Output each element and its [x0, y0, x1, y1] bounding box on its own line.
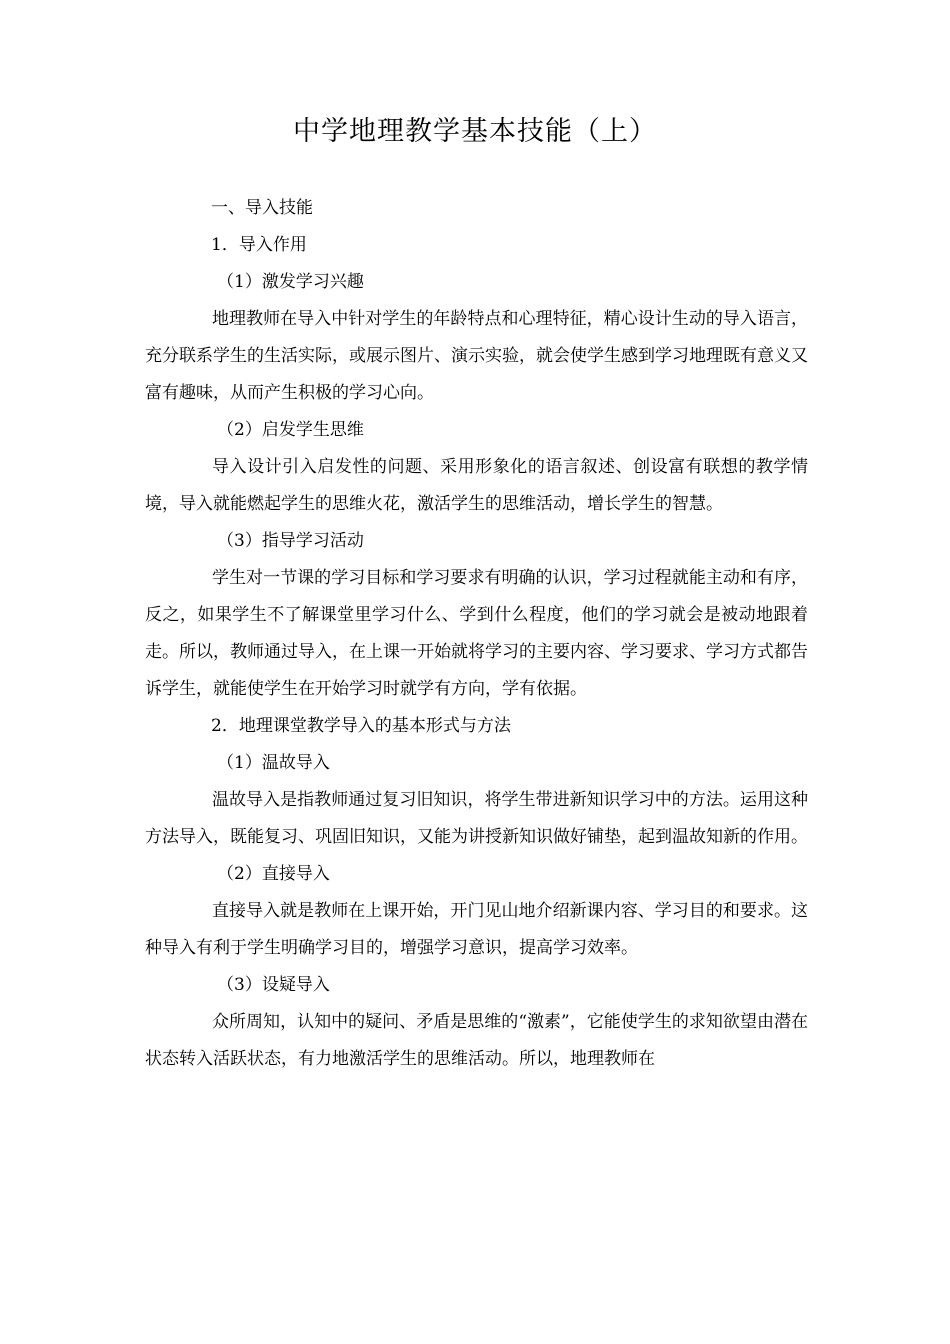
item-heading-review-import: （1）温故导入 — [217, 753, 330, 773]
page-title: 中学地理教学基本技能（上） — [293, 116, 657, 147]
paragraph-guide-activities: 学生对一节课的学习目标和学习要求有明确的认识，学习过程就能主动和有序，反之，如果学生不了解课堂里学习什么、学到什么程度，他们的学习就会是被动地跟着走。所以，教师通过导入，在上课一开始就将学习的主要内容、学习要求、学习方式都告诉学生，就能使学生在开始学习时就学有方向，学有依据。 — [145, 568, 808, 699]
document-body — [145, 190, 808, 1078]
section-heading-import-skill: 一、导入技能 — [211, 198, 313, 218]
paragraph-question-import: 众所周知，认知中的疑问、矛盾是思维的“激素”，它能使学生的求知欲望由潜在状态转入活跃状态，有力地激活学生的思维活动。所以，地理教师在 — [145, 1012, 808, 1069]
subsection-heading-import-function: 1．导入作用 — [211, 235, 307, 255]
item-heading-stimulate-interest: （1）激发学习兴趣 — [217, 272, 364, 292]
paragraph-review-import: 温故导入是指教师通过复习旧知识，将学生带进新知识学习中的方法。运用这种方法导入，既能复习、巩固旧知识，又能为讲授新知识做好铺垫，起到温故知新的作用。 — [145, 790, 808, 847]
subsection-heading-import-forms: 2．地理课堂教学导入的基本形式与方法 — [211, 716, 511, 736]
paragraph-direct-import: 直接导入就是教师在上课开始，开门见山地介绍新课内容、学习目的和要求。这种导入有利于学生明确学习目的，增强学习意识，提高学习效率。 — [145, 901, 808, 958]
paragraph-inspire-thinking: 导入设计引入启发性的问题、采用形象化的语言叙述、创设富有联想的教学情境，导入就能燃起学生的思维火花，激活学生的思维活动，增长学生的智慧。 — [145, 457, 808, 514]
paragraph-stimulate-interest: 地理教师在导入中针对学生的年龄特点和心理特征，精心设计生动的导入语言，充分联系学生的生活实际，或展示图片、演示实验，就会使学生感到学习地理既有意义又富有趣味，从而产生积极的学习心向。 — [145, 309, 808, 403]
item-heading-direct-import: （2）直接导入 — [217, 864, 330, 884]
item-heading-question-import: （3）设疑导入 — [217, 975, 330, 995]
item-heading-inspire-thinking: （2）启发学生思维 — [217, 420, 364, 440]
item-heading-guide-activities: （3）指导学习活动 — [217, 531, 364, 551]
